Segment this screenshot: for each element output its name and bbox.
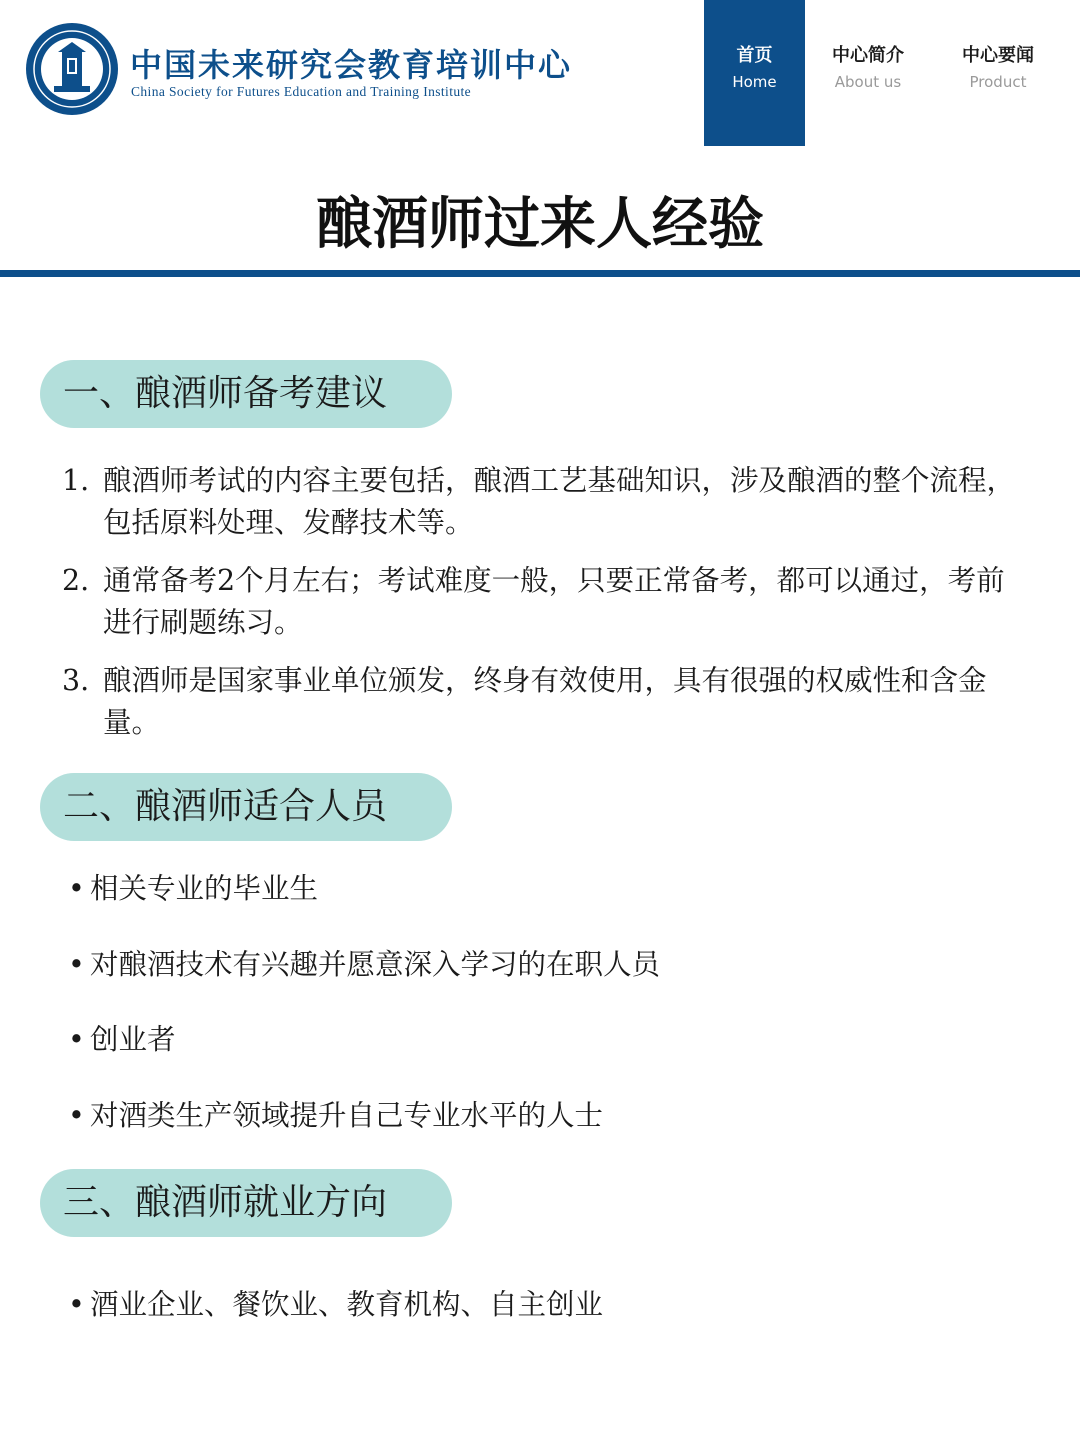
nav-about-label-cn: 中心简介 [832, 45, 904, 66]
nav-home[interactable] [704, 0, 805, 146]
list-item [68, 1019, 176, 1061]
list-item-text: 相关专业的毕业生 [90, 872, 319, 905]
bullet-icon: • [68, 1288, 85, 1321]
list-item-number: 2. [62, 564, 90, 597]
list-item-text: 对酿酒技术有兴趣并愿意深入学习的在职人员 [90, 948, 661, 981]
list-item [68, 944, 660, 986]
page-title: 酿酒师过来人经验 [316, 192, 764, 257]
bullet-icon: • [68, 1099, 85, 1132]
org-name-en: China Society for Futures Education and Training Institute [131, 84, 472, 99]
bullet-icon: • [68, 872, 85, 905]
list-item-number: 1. [62, 464, 90, 497]
exam-tips-list [62, 460, 1032, 760]
section-heading-exam-tips: 一、酿酒师备考建议 [40, 360, 452, 428]
institute-seal-logo[interactable] [24, 16, 120, 122]
list-item-text: 创业者 [90, 1023, 176, 1056]
list-item [62, 660, 1032, 744]
bullet-icon: • [68, 948, 85, 981]
list-item-text: 对酒类生产领域提升自己专业水平的人士 [90, 1099, 604, 1132]
nav-about-label-en: About us [834, 73, 902, 91]
bullet-icon: • [68, 1023, 85, 1056]
list-item-number: 3. [62, 664, 90, 697]
nav-home-label-en: Home [732, 73, 777, 91]
list-item-text: 酒业企业、餐饮业、教育机构、自主创业 [90, 1288, 604, 1321]
list-item-text: 通常备考2个月左右；考试难度一般，只要正常备考，都可以通过，考前进行刷题练习。 [103, 564, 1005, 639]
nav-product-label-en: Product [969, 73, 1027, 91]
site-header [0, 0, 1080, 148]
list-item-text: 酿酒师考试的内容主要包括，酿酒工艺基础知识，涉及酿酒的整个流程，包括原料处理、发酵技术等。 [103, 464, 1016, 539]
org-name-cn: 中国未来研究会教育培训中心 [130, 46, 573, 84]
section-heading-suitable-people: 二、酿酒师适合人员 [40, 773, 452, 841]
list-item [68, 1095, 603, 1137]
nav-product-label-cn: 中心要闻 [962, 45, 1034, 66]
nav-product[interactable] [938, 0, 1058, 146]
list-item-text: 酿酒师是国家事业单位颁发，终身有效使用，具有很强的权威性和含金量。 [103, 664, 987, 739]
list-item [62, 560, 1032, 644]
list-item [68, 1284, 603, 1326]
list-item [62, 460, 1032, 544]
nav-home-label-cn: 首页 [736, 45, 773, 66]
title-divider [0, 270, 1080, 277]
section-heading-career-direction: 三、酿酒师就业方向 [40, 1169, 452, 1237]
list-item [68, 868, 318, 910]
nav-about-us[interactable] [812, 0, 924, 146]
